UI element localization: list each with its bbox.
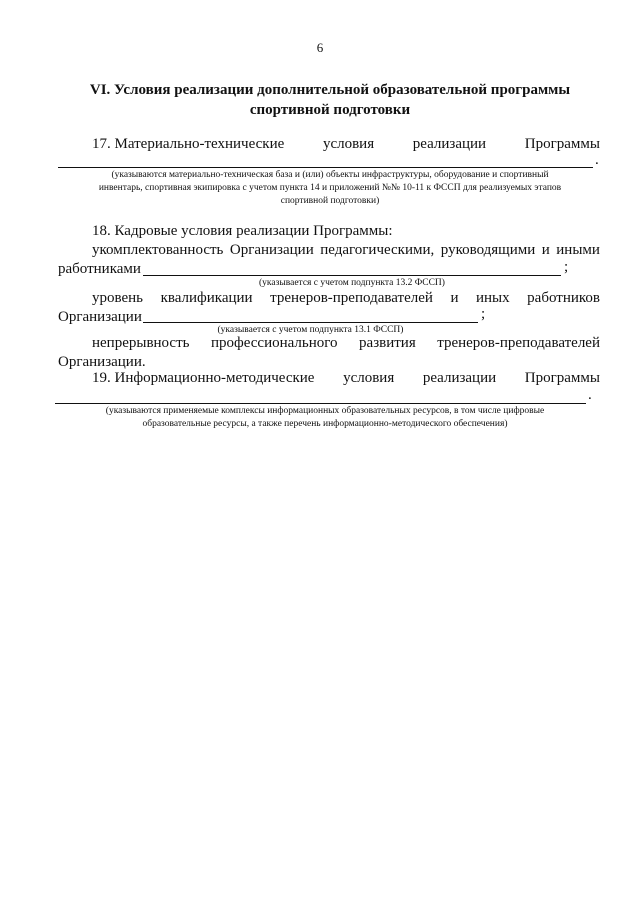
- item-17-word: условия: [322, 136, 375, 152]
- item-19-note-line: образовательные ресурсы, а также перечень информационно-методического обеспечения): [142, 419, 508, 429]
- item-18-heading: 18. Кадровые условия реализации Программы:: [92, 223, 393, 239]
- item-17-end-mark: .: [595, 152, 599, 168]
- item-17-word: 17. Материально-технические: [92, 136, 285, 152]
- item-19-end-mark: .: [588, 387, 592, 403]
- qualification-end-mark: ;: [481, 306, 486, 322]
- section-title-line-1: VI. Условия реализации дополнительной образовательной программы: [89, 82, 571, 98]
- qualification-word: квалификации: [160, 290, 253, 306]
- qualification-word: и: [450, 290, 459, 306]
- page-number: 6: [316, 40, 324, 55]
- qualification-word: иных: [476, 290, 510, 306]
- staffing-continuation: работниками: [58, 261, 141, 277]
- staffing-word: иными: [556, 242, 600, 258]
- section-title: [60, 80, 600, 120]
- item-19-note: [55, 405, 595, 431]
- qualification-word: уровень: [92, 290, 144, 306]
- item-17-note-line: спортивной подготовки): [280, 196, 380, 206]
- item-19-word: 19. Информационно-методические: [92, 370, 315, 386]
- item-19-word: реализации: [422, 370, 497, 386]
- qualification-fill-line: [143, 322, 478, 323]
- qualification-continuation: Организации: [58, 309, 142, 325]
- qualification-word: тренеров-преподавателей: [270, 290, 433, 306]
- item-17-note-line: инвентарь, спортивная экипировка с учетом пункта 14 и приложений №№ 10-11 к ФССП для реализуемых этапов: [98, 183, 562, 193]
- item-18-development-line: [92, 335, 600, 352]
- development-word: непрерывность: [92, 335, 190, 351]
- item-18-staffing-line: [92, 242, 600, 259]
- staffing-end-mark: ;: [564, 259, 569, 275]
- staffing-word: Организации: [229, 242, 314, 258]
- development-continuation: Организации.: [58, 354, 146, 370]
- staffing-word: укомплектованность: [92, 242, 224, 258]
- item-17-note-line: (указываются материально-техническая база и (или) объекты инфраструктуры, оборудование и спортивный: [111, 170, 549, 180]
- staffing-word: руководящими: [440, 242, 536, 258]
- qualification-word: работников: [527, 290, 600, 306]
- item-19-fill-line: [55, 403, 586, 404]
- item-19-line: [92, 370, 600, 387]
- item-17-fill-line: [58, 167, 593, 168]
- section-title-line-2: спортивной подготовки: [249, 102, 411, 118]
- staffing-word: и: [541, 242, 550, 258]
- item-17-word: реализации: [412, 136, 487, 152]
- item-19-word: условия: [343, 370, 395, 386]
- item-17-note: [55, 169, 605, 208]
- qualification-note-text: (указывается с учетом подпункта 13.1 ФССП): [217, 325, 404, 335]
- staffing-word: педагогическими,: [320, 242, 435, 258]
- item-17-line: [92, 136, 600, 153]
- item-19-word: Программы: [524, 370, 600, 386]
- item-19-note-line: (указываются применяемые комплексы информационных образовательных ресурсов, в том числе цифровые: [105, 406, 545, 416]
- staffing-note: [143, 277, 561, 290]
- item-18-qualification-line: [92, 290, 600, 307]
- development-word: тренеров-преподавателей: [437, 335, 600, 351]
- development-word: профессионального: [210, 335, 338, 351]
- development-word: развития: [359, 335, 416, 351]
- staffing-fill-line: [143, 275, 561, 276]
- item-17-word: Программы: [524, 136, 600, 152]
- staffing-note-text: (указывается с учетом подпункта 13.2 ФССП): [259, 278, 445, 288]
